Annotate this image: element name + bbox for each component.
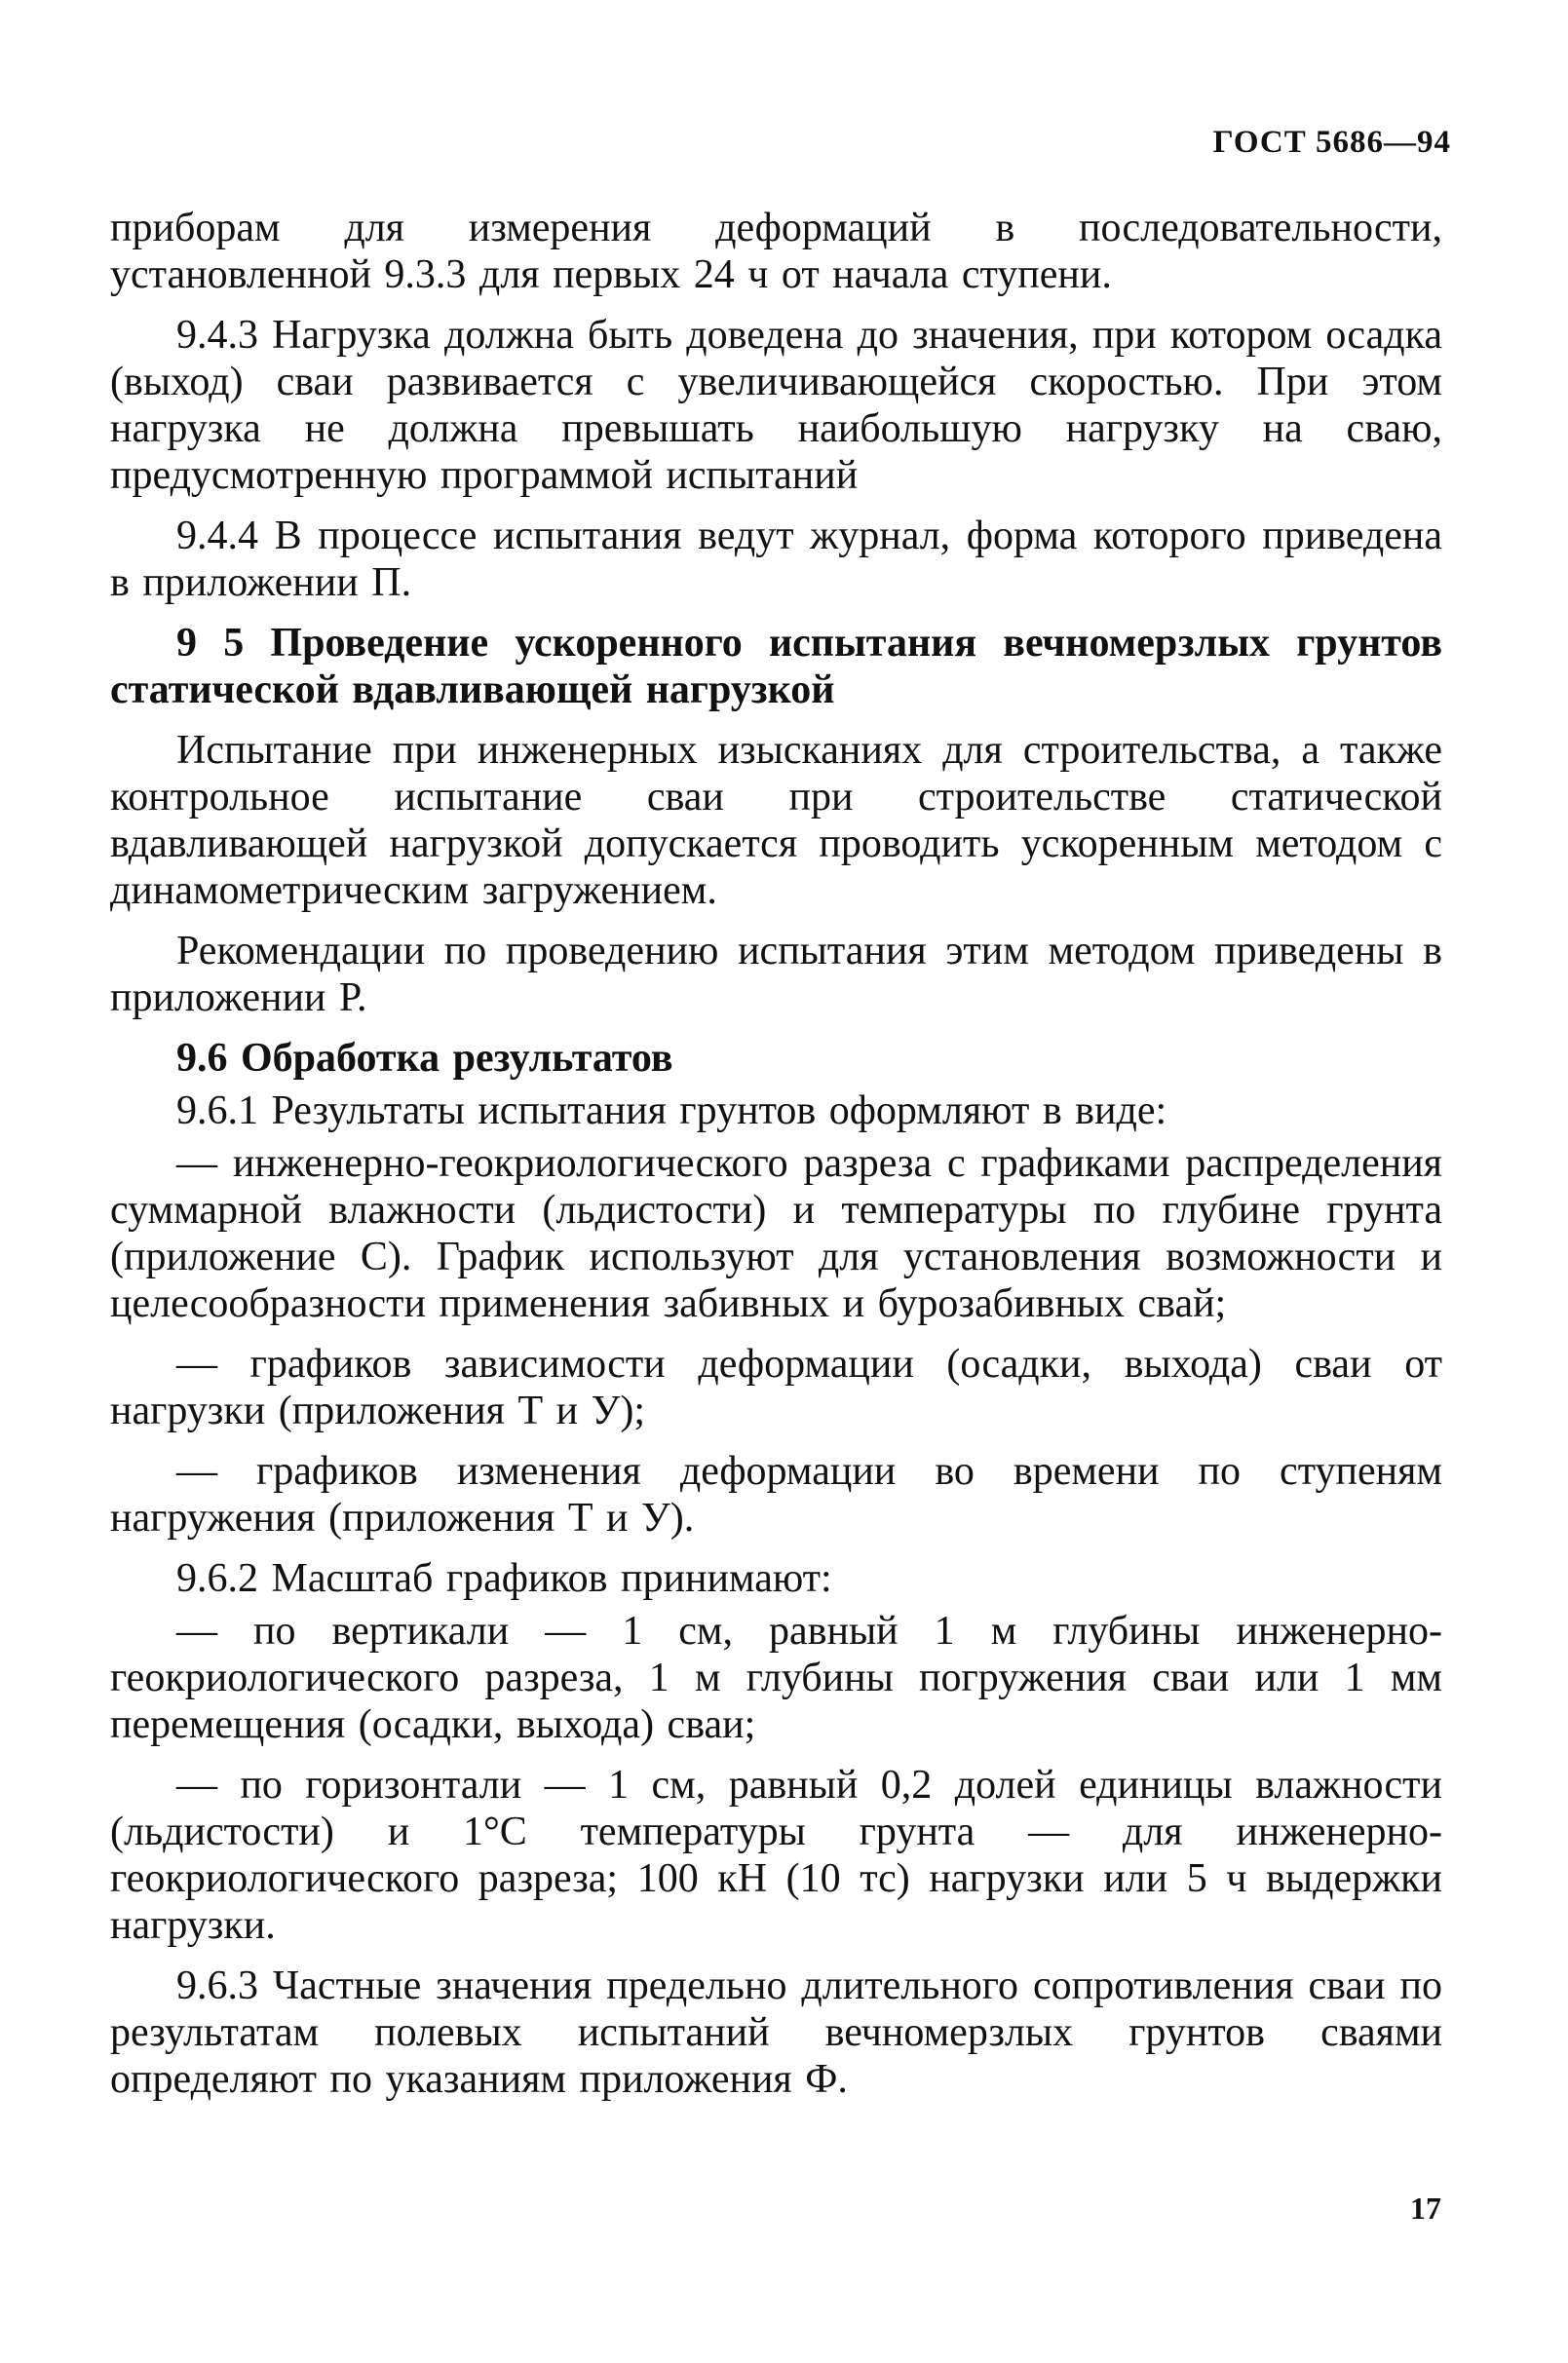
paragraph-recommendations: Рекомендации по проведению испытания этим методом приведены в приложении Р. [110,929,1442,1020]
list-item-geocryological-section: — инженерно-геокриологического разреза с графиками распределения суммарной влажности (льдистости) и температуры по глубине грунта (приложение С). График используют для установления возможности и целесообразности применения забивных и бурозабивных свай; [110,1141,1442,1326]
section-heading-9-6: 9.6 Обработка результатов [176,1036,673,1081]
list-item-horizontal-scale: — по горизонтали — 1 см, равный 0,2 долей единицы влажности (льдистости) и 1°С температуры грунта — для инженерно-геокриологического разреза; 100 кН (10 тс) нагрузки или 5 ч выдержки нагрузки. [110,1763,1442,1948]
section-heading-9-5: 9 5 Проведение ускоренного испытания вечномерзлых грунтов статической вдавливающей нагрузкой [110,621,1442,712]
paragraph-9-6-2: 9.6.2 Масштаб графиков принимают: [176,1556,832,1601]
paragraph-9-4-4: 9.4.4 В процессе испытания ведут журнал, форма которого приведена в приложении П. [110,514,1442,605]
paragraph-continuation: приборам для измерения деформаций в последовательности, установленной 9.3.3 для первых 24 ч от начала ступени. [110,206,1442,297]
paragraph-9-4-3: 9.4.3 Нагрузка должна быть доведена до значения, при котором осадка (выход) сваи развивается с увеличивающейся скоростью. При этом нагрузка не должна превышать наибольшую нагрузку на сваю, предусмотренную программой испытаний [110,313,1442,498]
document-header: ГОСТ 5686—94 [1212,125,1451,160]
list-item-deformation-time-graphs: — графиков изменения деформации во времени по ступеням нагружения (приложения Т и У). [110,1449,1442,1541]
document-body [110,205,1442,2116]
paragraph-accelerated-test: Испытание при инженерных изысканиях для строительства, а также контрольное испытание сваи при строительстве статической вдавливающей нагрузкой допускается проводить ускоренным методом с динамометрическим загружением. [110,728,1442,913]
page-number: 17 [1410,2191,1441,2226]
list-item-deformation-load-graphs: — графиков зависимости деформации (осадки, выхода) сваи от нагрузки (приложения Т и У); [110,1342,1442,1433]
list-item-vertical-scale: — по вертикали — 1 см, равный 1 м глубины инженерно-геокриологического разреза, 1 м глубины погружения сваи или 1 мм перемещения (осадки, выхода) сваи; [110,1609,1442,1747]
paragraph-9-6-1: 9.6.1 Результаты испытания грунтов оформляют в виде: [176,1088,1167,1133]
paragraph-9-6-3: 9.6.3 Частные значения предельно длительного сопротивления сваи по результатам полевых испытаний вечномерзлых грунтов сваями определяют по указаниям приложения Ф. [110,1963,1442,2102]
